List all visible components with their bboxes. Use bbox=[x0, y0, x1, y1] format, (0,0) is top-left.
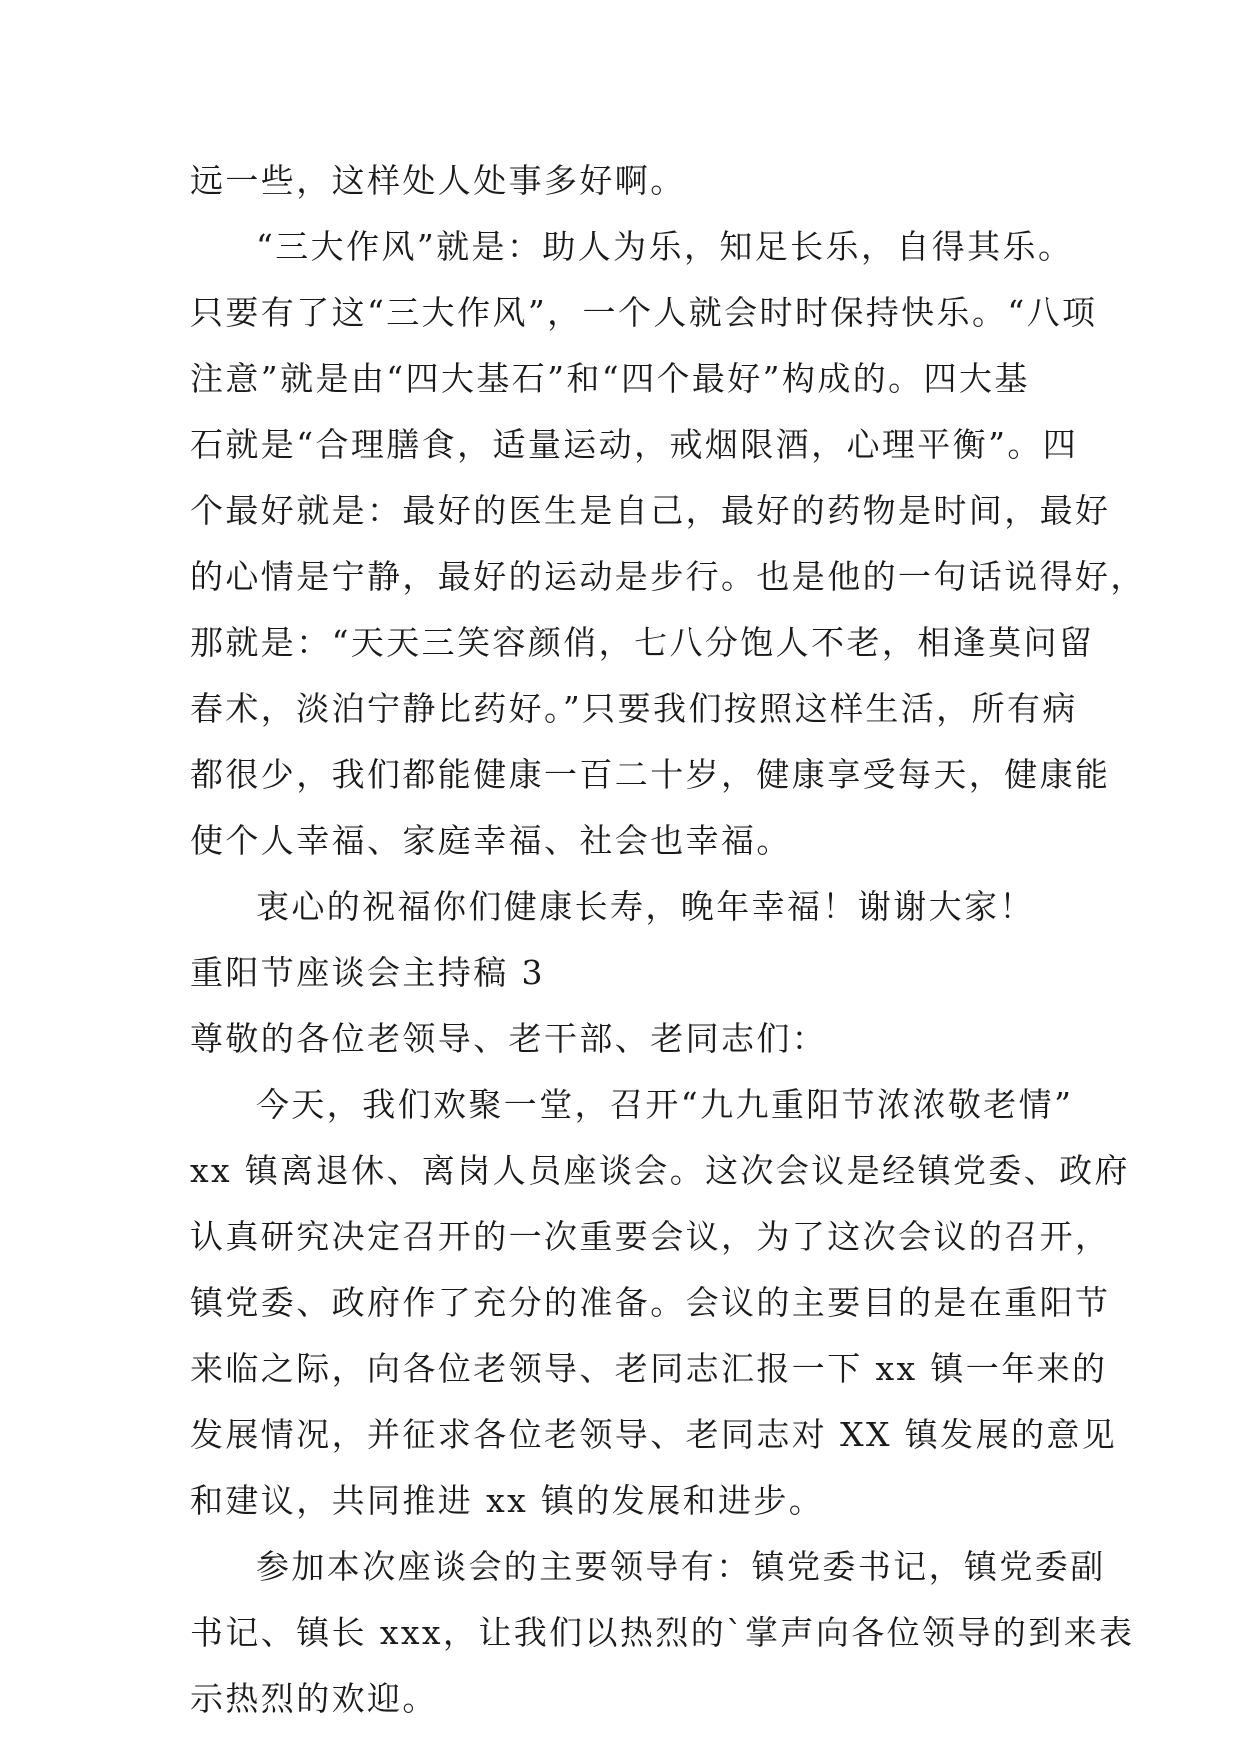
text-line: 和建议，共同推进 xx 镇的发展和进步。 bbox=[190, 1481, 825, 1520]
text-line: 认真研究决定召开的一次重要会议，为了这次会议的召开， bbox=[190, 1217, 1111, 1256]
text-line: 那就是：“天天三笑容颜俏，七八分饱人不老，相逢莫问留 bbox=[190, 623, 1095, 662]
paragraph-start-line: 衷心的祝福你们健康长寿，晚年幸福！谢谢大家！ bbox=[256, 887, 1035, 926]
text-line: 个最好就是：最好的医生是自己，最好的药物是时间，最好 bbox=[190, 491, 1111, 530]
paragraph-start-line: 今天，我们欢聚一堂，召开“九九重阳节浓浓敬老情” bbox=[256, 1085, 1074, 1124]
text-line: 石就是“合理膳食，适量运动，戒烟限酒，心理平衡”。四 bbox=[190, 425, 1079, 464]
text-line: 注意”就是由“四大基石”和“四个最好”构成的。四大基 bbox=[190, 359, 1030, 398]
text-line: xx 镇离退休、离岗人员座谈会。这次会议是经镇党委、政府 bbox=[190, 1151, 1130, 1190]
text-line: 书记、镇长 xxx，让我们以热烈的`掌声向各位领导的到来表 bbox=[190, 1613, 1135, 1652]
salutation: 尊敬的各位老领导、老干部、老同志们： bbox=[190, 1019, 828, 1058]
text-line: 的心情是宁静，最好的运动是步行。也是他的一句话说得好， bbox=[190, 557, 1146, 596]
text-line: 来临之际，向各位老领导、老同志汇报一下 xx 镇一年来的 bbox=[190, 1349, 1108, 1388]
text-line: 使个人幸福、家庭幸福、社会也幸福。 bbox=[190, 821, 792, 860]
text-line: 春术，淡泊宁静比药好。”只要我们按照这样生活，所有病 bbox=[190, 689, 1078, 728]
paragraph-start-line: 参加本次座谈会的主要领导有：镇党委书记，镇党委副 bbox=[256, 1547, 1106, 1586]
text-line: 只要有了这“三大作风”，一个人就会时时保持快乐。“八项 bbox=[190, 293, 1098, 332]
text-line: 都很少，我们都能健康一百二十岁，健康享受每天，健康能 bbox=[190, 755, 1111, 794]
document-body bbox=[190, 148, 1146, 1732]
text-line: 远一些，这样处人处事多好啊。 bbox=[190, 161, 686, 200]
section-title: 重阳节座谈会主持稿 3 bbox=[190, 953, 545, 992]
text-line: 发展情况，并征求各位老领导、老同志对 XX 镇发展的意见 bbox=[190, 1415, 1118, 1454]
paragraph-start-line: “三大作风”就是：助人为乐，知足长乐，自得其乐。 bbox=[256, 227, 1074, 266]
text-line: 镇党委、政府作了充分的准备。会议的主要目的是在重阳节 bbox=[190, 1283, 1111, 1322]
text-line: 示热烈的欢迎。 bbox=[190, 1679, 438, 1718]
